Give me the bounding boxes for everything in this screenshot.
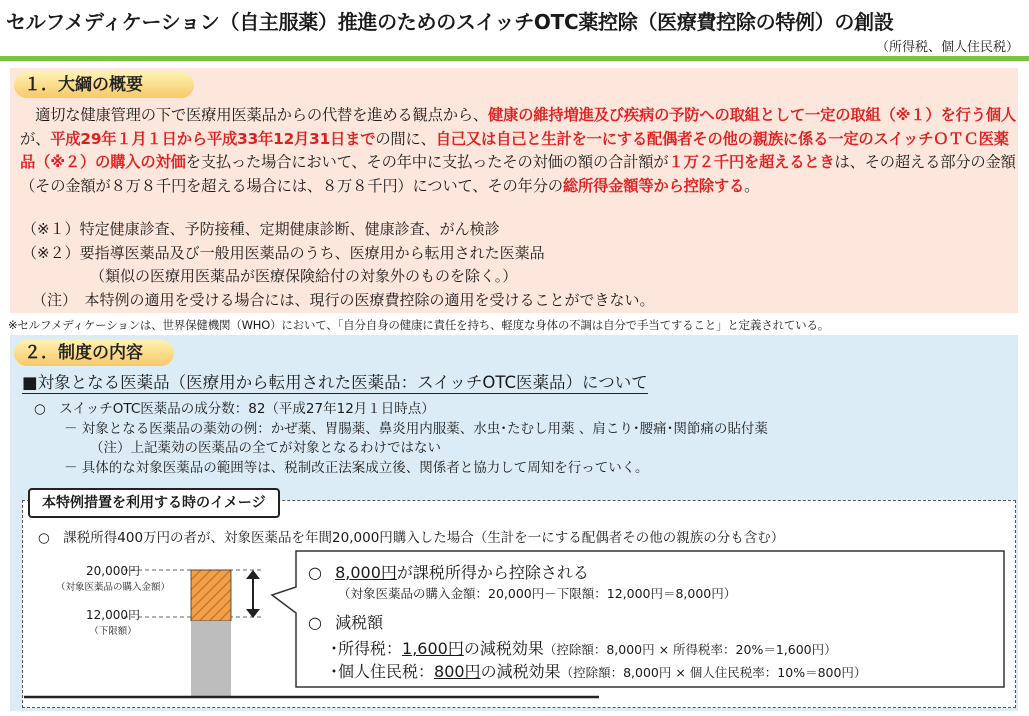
income-tax-amount: 1,600円 [402, 639, 464, 658]
deduction-calc: （対象医薬品の購入金額：20,000円－下限額：12,000円＝8,000円） [338, 586, 737, 601]
outline-emphasis: 総所得金額等から控除する [562, 176, 745, 195]
page-subtitle: （所得税、個人住民税） [875, 40, 1019, 55]
usage-case-text: ○ 課税所得400万円の者が、対象医薬品を年間20,000円購入した場合（生計を一にする配偶者その他の親族の分も含む） [38, 530, 785, 546]
usage-image-tag: 本特例措置を利用する時のイメージ [28, 488, 280, 518]
list-item: （注）上記薬効の医薬品の全てが対象となるわけではない [90, 440, 441, 456]
outline-text: 。 [744, 176, 760, 195]
outline-text: を支払った場合において、その年中に支払ったその対価の額の合計額が [185, 153, 669, 171]
tax-reduction-line [308, 610, 383, 633]
outline-text: は、その超える部分の金額（その金額が８万８千円を超える場合には、８万８千円）について、その年分の [20, 153, 1016, 195]
outline-emphasis: 健康の維持増進及び疾病の予防への取組として一定の取組（※１）を行う個人 [488, 106, 1016, 124]
note-3: （注） 本特例の適用を受ける場合には、現行の医療費控除の適用を受けることができない。 [32, 290, 655, 309]
deductible-portion-bar [191, 570, 231, 621]
title-divider [0, 56, 1029, 61]
circle-bullet: ○ [308, 613, 322, 632]
note-1: （※１）特定健康診査、予防接種、定期健康診断、健康診査、がん検診 [22, 220, 500, 238]
outline-text: の間に、 [375, 129, 436, 148]
list-item: ○ スイッチOTC医薬品の成分数：82（平成27年12月１日時点） [34, 401, 435, 417]
deduction-line [308, 560, 589, 583]
double-arrow-icon [246, 570, 260, 618]
resident-tax-line [330, 659, 866, 682]
tax-reduction-title: 減税額 [335, 613, 384, 632]
outline-emphasis: １万２千円を超えるとき [668, 153, 835, 171]
outline-notes [22, 218, 1012, 312]
threshold-value: 12,000円 [86, 608, 140, 622]
outline-paragraph [20, 104, 1016, 198]
income-tax-line [330, 636, 837, 659]
purchase-amount-label [38, 562, 188, 593]
target-medicines-list [34, 400, 768, 478]
page-title: セルフメディケーション（自主服薬）推進のためのスイッチOTC薬控除（医療費控除の特例）の創設 [6, 10, 894, 34]
section-outline-header: １．大綱の概要 [14, 72, 194, 98]
income-tax-calc: （控除額：8,000円 × 所得税率：20%＝1,600円） [543, 642, 837, 657]
income-tax-lead: ･所得税： [330, 639, 403, 658]
income-tax-text: の減税効果 [463, 639, 544, 658]
threshold-note: （下限額） [89, 626, 137, 637]
threshold-label [38, 606, 188, 637]
target-medicines-heading: ■対象となる医薬品（医療用から転用された医薬品：スイッチOTC医薬品）について [22, 373, 648, 392]
deduction-amount: 8,000円 [335, 563, 397, 582]
note-2-detail: （類似の医療用医薬品が医療保険給付の対象外のものを除く。） [90, 267, 518, 285]
threshold-portion-bar [191, 621, 231, 697]
resident-tax-calc: （控除額：8,000円 × 個人住民税率：10%＝800円） [560, 665, 867, 680]
resident-tax-amount: 800円 [434, 662, 481, 681]
list-item: － 対象となる医薬品の薬効の例：かぜ薬、胃腸薬、鼻炎用内服薬、水虫･たむし用薬 、肩こり･腰痛･関節痛の貼付薬 [64, 420, 768, 437]
outline-text: が、 [20, 129, 51, 148]
resident-tax-lead: ･個人住民税： [330, 662, 435, 681]
section-content-header: ２．制度の内容 [14, 340, 174, 366]
outline-emphasis: 自己又は自己と生計を一にする配偶者その他の親族に係る一定のスイッチＯＴＣ医薬品（※２）の購入の対価 [20, 129, 1009, 171]
purchase-amount-value: 20,000円 [86, 564, 140, 578]
list-item: － 具体的な対象医薬品の範囲等は、税制改正法案成立後、関係者と協力して周知を行っていく。 [64, 459, 649, 476]
purchase-amount-note: （対象医薬品の購入金額） [55, 582, 170, 593]
note-2: （※２）要指導医薬品及び一般用医薬品のうち、医療用から転用された医薬品 [22, 243, 545, 262]
circle-bullet: ○ [308, 563, 322, 582]
outline-text: 適切な健康管理の下で医療用医薬品からの代替を進める観点から、 [20, 106, 489, 124]
self-medication-footnote: ※セルフメディケーションは、世界保健機関（WHO）において、「自分自身の健康に責任を持ち、軽度な身体の不調は自分で手当てすること」と定義されている。 [8, 318, 830, 332]
outline-emphasis: 平成29年１月１日から平成33年12月31日まで [50, 129, 376, 148]
resident-tax-text: の減税効果 [480, 662, 561, 681]
deduction-text: が課税所得から控除される [396, 563, 589, 582]
